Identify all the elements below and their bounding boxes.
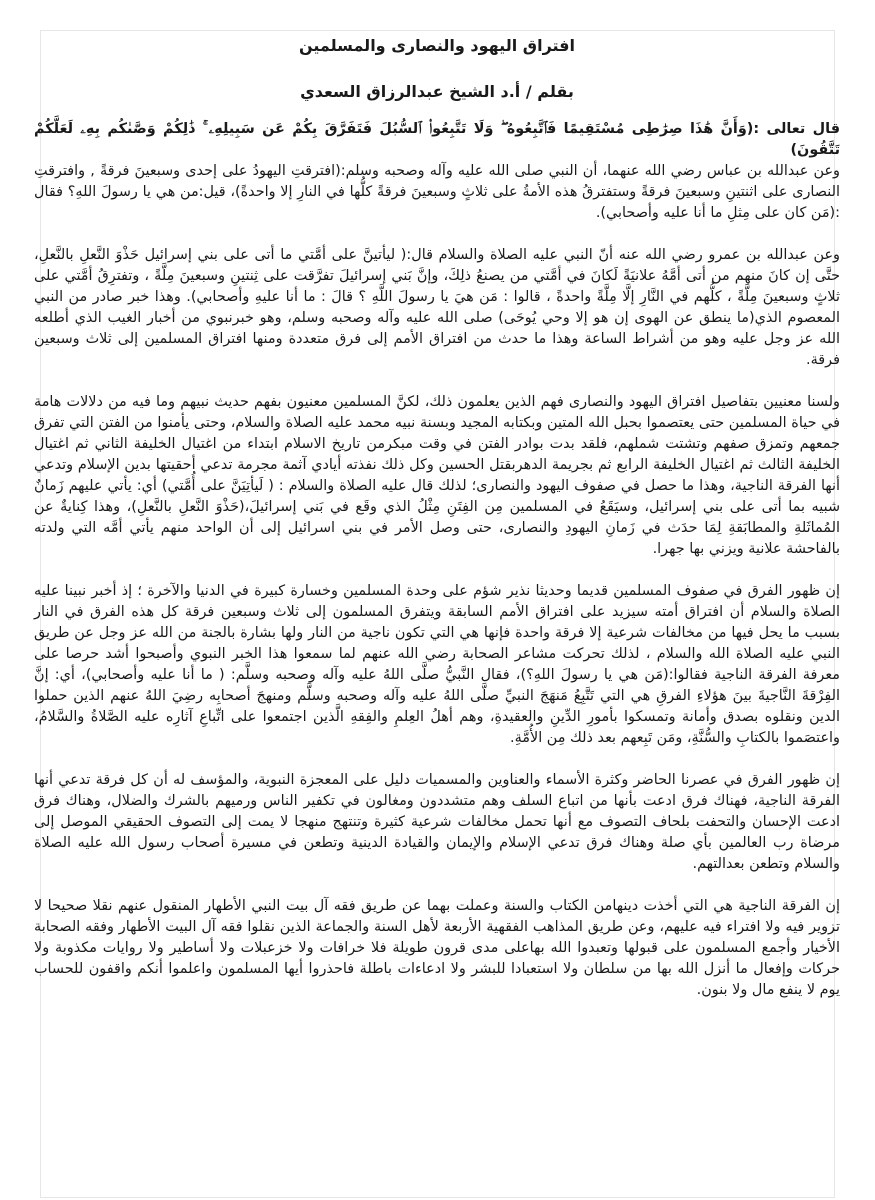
- article-title: افتراق اليهود والنصارى والمسلمين: [298, 36, 576, 55]
- paragraph-modern-sects: إن ظهور الفرق في عصرنا الحاضر وكثرة الأسماء والعناوين والمسميات دليل على المعجزة النبوية، والمؤسف له أن كل فرقة تدعي أنها الفرقة الناجية، فهناك فرق ادعت بأنها من اتباع السلف وهم متشددون ومغالون في تكفير الناس ورميهم بالشرك والضلال، وهناك فرق ادعت الإحسان والتحفت بلحاف التصوف مع أنها تحمل مخالفات شرعية كثيرة وتنتهج منهجا لا يمت إلى التصوف الحقيقي الموصل إلى مرضاة رب العالمين بأي صلة وهناك فرق تدعي الإسلام والإيمان والقيادة الدينية وتطعن في مسيرة أصحاب رسول الله عليه الصلاة والسلام وتطعن بعدالتهم.: [34, 772, 840, 872]
- paragraph-saved-sect: إن الفرقة الناجية هي التي أخذت دينهامن الكتاب والسنة وعملت بهما عن طريق فقه آل بيت النبي الأطهار المنقول عنهم نقلا صحيحا لا تزوير فيه ولا افتراء فيه عليهم، وعن طريق المذاهب الفقهية الأربعة لأهل السنة والجماعة الذين نقلوا فقه آل البيت الأطهار وفقه الصحابة الأخيار وأجمع المسلمون على قبولها وتعبدوا الله بهاعلى مدى قرون طويلة فلا خرافات ولا خزعبلات ولا أساطير ولا روايات مكذوبة ولا حركات وإفعال ما أنزل الله بها من سلطان ولا استعبادا للبشر ولا ادعاءات باطلة فاحذروا أيها المسلمون واعلموا أنكم واقفون للحساب يوم لا ينفع مال ولا بنون.: [34, 898, 840, 998]
- paragraph-hadith-ibn-abbas: وعن عبدالله بن عباس رضي الله عنهما، أن النبي صلى الله عليه وآله وصحبه وسلم:(افترقتِ اليهودُ على إحدى وسبعينَ فرقةً , وافترقتِ النصارى على اثنتينِ وسبعينَ فرقةً وستفترقُ هذه الأمةُ على ثلاثٍ وسبعينَ فرقةً كلُّها في النارِ إلا واحدةً)، قيل:من هي يا رسولَ اللهِ؟ فقال :(مَن كان على مِثلِ ما أنا عليه وأصحابي).: [34, 163, 840, 221]
- article-body: [34, 33, 840, 1001]
- paragraph-muslims-concern: ولسنا معنيين بتفاصيل افتراق اليهود والنصارى فهم الذين يعلمون ذلك، لكنَّ المسلمين معنيون بفهم حديث نبيهم وما فيه من دلالات هامة في حياة المسلمين حتى يعتصموا بحبل الله المتين وبكتابه المجيد وبسنة نبيه محمد عليه الصلاة والسلام، وحتى يأمنوا من الفتن التي تفرق جمعهم وتمزق صفهم وتشتت شملهم، فلقد بدت بوادر الفتن في وقت مبكرمن تاريخ الاسلام ابتداء من اغتيال الخليفة الثاني ثم اغتيال الخليفة الثالث ثم اغتيال الخليفة الرابع ثم بجريمة الدهربقتل الحسين وكل ذلك نفذته أيادي آثمة مجرمة تدعي أحقيتها بدين الإسلام وتدعي أنها الفرقة الناجية، وهذا ما حصل في صفوف اليهود والنصارى؛ لذلك قال عليه الصلاة والسلام : ( لَيأتِيَنَّ على أُمَّتي) أي: يأتي عليهم زَمانٌ شبيه بما أتى على بني إسرائيل، وسيَقَعُ في المسلمين مِن الفِتَنِ مِثْلُ الذي وقَع في بَني إسرائيلَ،(حَذْوَ النَّعلِ بالنَّعلِ)، وهذا كِنايةٌ عن المُماثَلةِ والمطابَقةِ لِمَا حدَث في زَمانِ اليهودِ والنصارى، حتى وصل الأمر في بني اسرائيل إلى أن الواحد منهم يأتي أمَّه التي ولدته بالفاحشة علانية ويزني بها جهرا.: [34, 394, 840, 557]
- quran-verse: قال تعالى :(وَأَنَّ هَٰذَا صِرَٰطِى مُسْتَقِيمًا فَٱتَّبِعُوهُ ۖ وَلَا تَتَّبِعُوا۟ ٱلسُّبُلَ فَتَفَرَّقَ بِكُمْ عَن سَبِيلِهِۦ ۚ ذَٰلِكُمْ وَصَّىٰكُم بِهِۦ لَعَلَّكُمْ تَتَّقُونَ): [34, 121, 840, 158]
- paragraph-hadith-ibn-amr: وعن عبدالله بن عمرو رضي الله عنه أنّ النبي عليه الصلاة والسلام قال:( ليأتينَّ على أمَّتي ما أتى على بني إسرائيل حَذْوَ النَّعلِ بالنَّعلِ، حتَّى إن كانَ منهم من أتى أمَّهُ علانيَةً لَكانَ في أمَّتي من يصنعُ ذلِكَ، وإنَّ بَني إسرائيلَ تفرَّقت على ثِنتينِ وسبعينَ مِلَّةً ، وتفترِقُ أمَّتي على ثلاثٍ وسبعينَ مِلَّةً ، كلُّهم في النَّارِ إلَّا مِلَّةً واحدةً ، قالوا : مَن هيَ يا رسولَ اللَّهِ ؟ قالَ : ما أنا عليهِ وأصحابي). وهذا خبر صادر من النبي المعصوم الذي(ما ينطق عن الهوى إن هو إلا وحي يُوحَى) صلى الله عليه وآله وصحبه وسلم، وهو خبرنبوي من أخبار الغيب الذي أطلعه الله عز وجل عليه وهو من أشراط الساعة وهذا ما حدث من افتراق الأمم إلى فرق متعددة ومنها افتراق المسلمين إلى ثلاث وسبعين فرقة.: [34, 247, 840, 368]
- article-author: بقلم / أ.د الشيخ عبدالرزاق السعدي: [300, 82, 574, 101]
- paragraph-sects-emergence: إن ظهور الفرق في صفوف المسلمين قديما وحديثا نذير شؤم على وحدة المسلمين وخسارة كبيرة في الدنيا والآخرة ؛ إذ أخبر نبينا عليه الصلاة والسلام أن افتراق أمته سيزيد على افتراق الأمم السابقة ويتفرق المسلمون إلى ثلاث وسبعين فرقة كل هذه الفرق في النار بسبب ما يحل فيها من مخالفات شرعية إلا فرقة واحدة فإنها هي التي تكون ناجية من النار ولها بشارة بالجنة من الله عز وجل عن طريق النبي عليه الصلاة الله والسلام ، لذلك تحركت مشاعر الصحابة رضي الله عنهم لما سمعوا هذا الخبر النبوي وأصبحوا أشد حرصا على معرفة الفرقة الناجية فقالوا:(مَن هي يا رسولَ اللهِ؟)، فقال النَّبيُّ صلَّى اللهُ عليه وآله وصحبه وسلَّم: ( ما أنا عليه وأصحابي)، أي: إنَّ الفِرْقةَ النَّاجيةَ بينَ هؤلاءِ الفرقِ هي التي تَتَّبِعُ مَنهَجَ النبيِّ صلَّى اللهُ عليه وآله وصحبه وسلَّم ومنهجَ أصحابِه رضِيَ اللهُ عنهم الذين حملوا الدين ونقلوه بصدق وأمانة وتمسكوا بأمورِ الدِّينِ والعقيدةِ، وهم أهلُ العِلمِ والفِقهِ الَّذين اجتمعوا على اتِّباعِ آثارِه عليه الصَّلاةُ والسَّلامُ، واعتصَموا بالكتابِ والسُّنَّةِ، ومَن تَبِعهم بعد ذلك مِن الأُمَّةِ.: [34, 583, 840, 746]
